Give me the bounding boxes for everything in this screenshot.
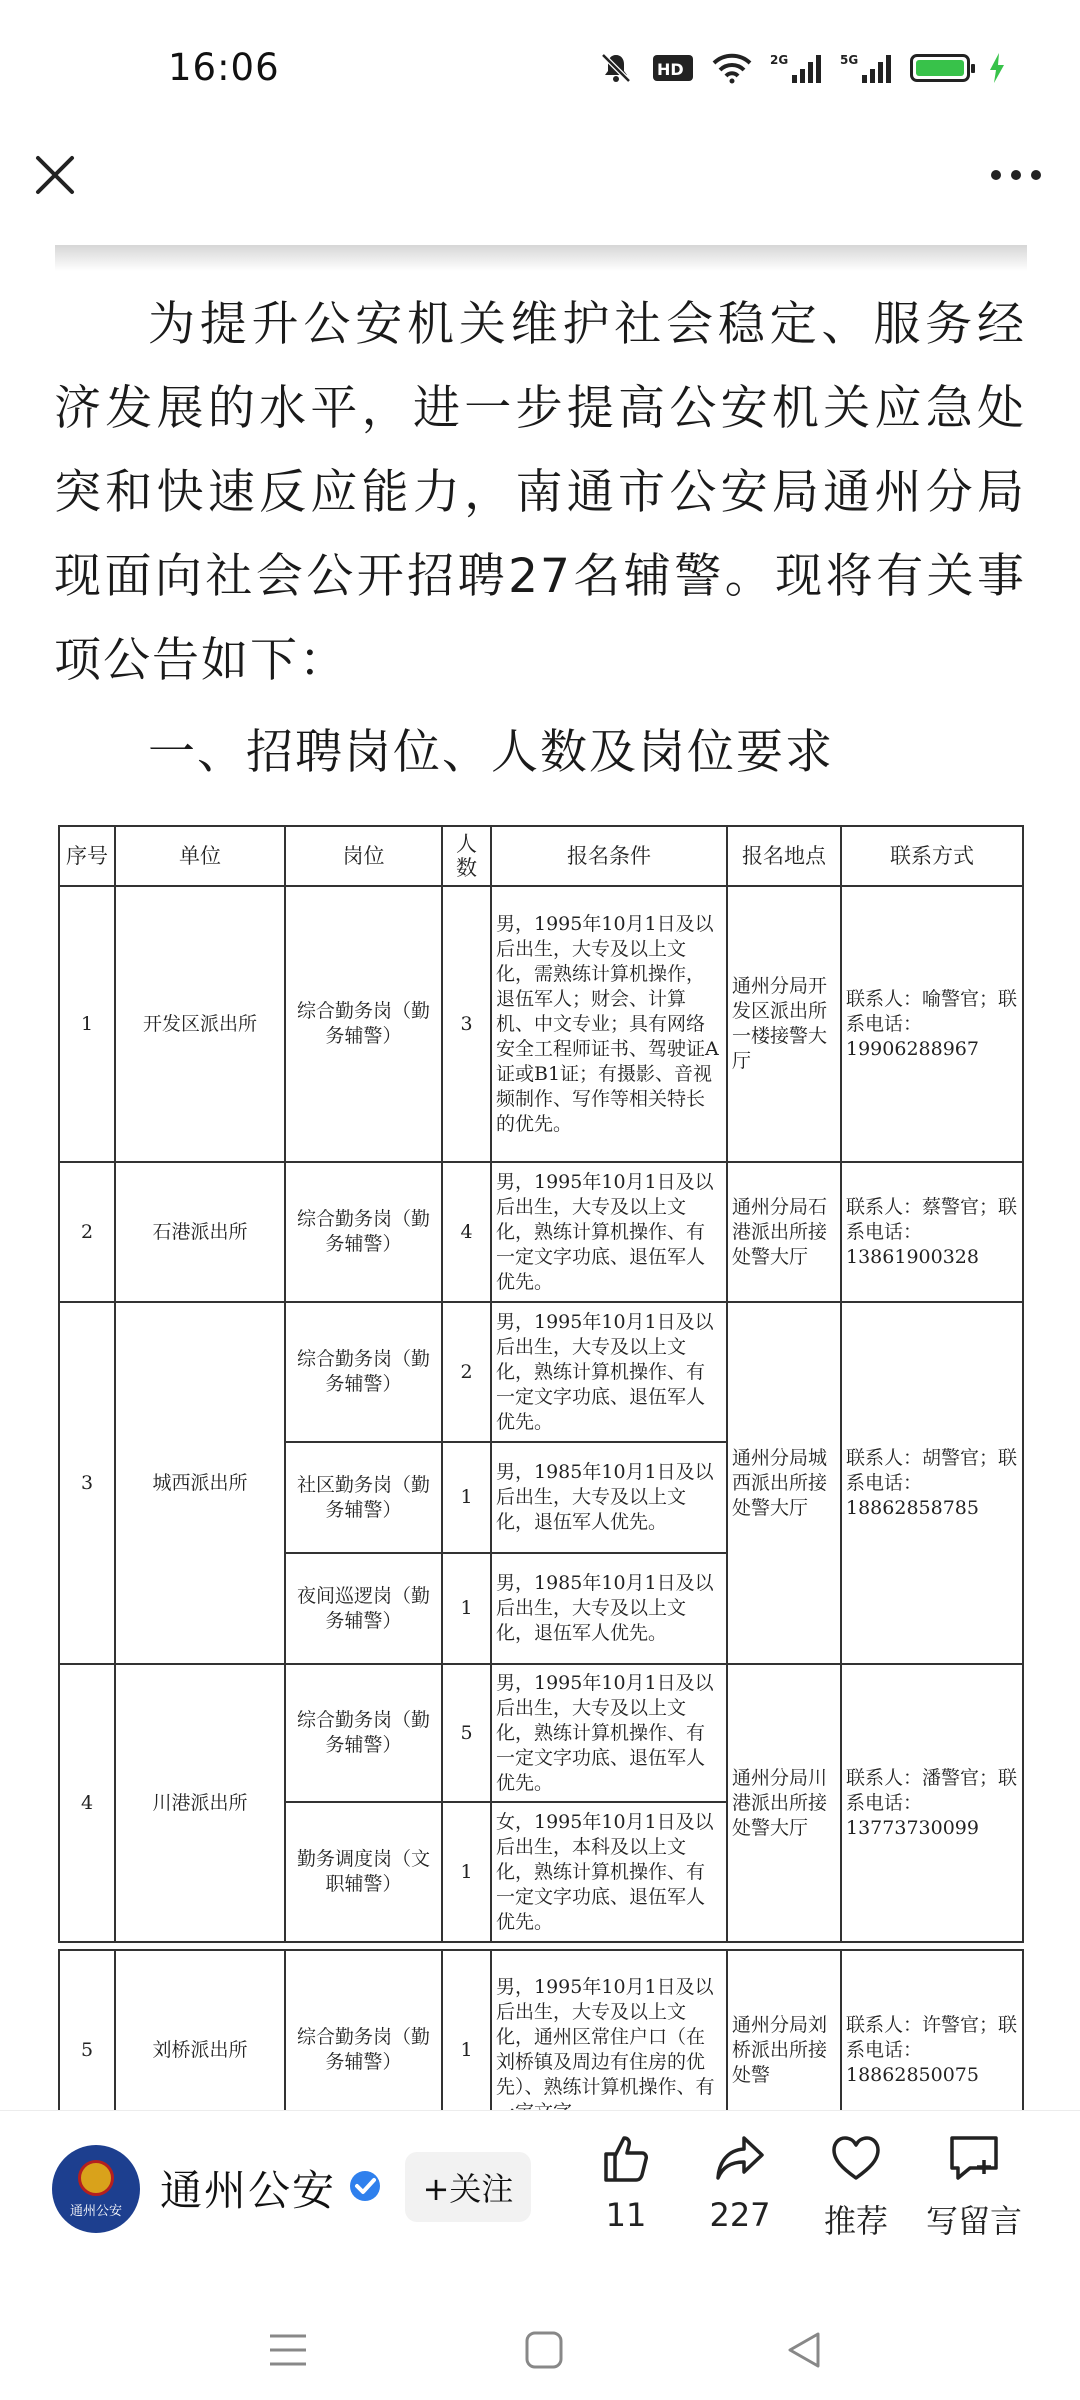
row-post: 综合勤务岗（勤务辅警） [285,1302,442,1442]
row-conditions: 男，1995年10月1日及以后出生，大专及以上文化，熟练计算机操作、有一定文字功底、退伍军人优先。 [491,1302,727,1442]
row-no: 1 [59,886,115,1162]
hd-icon [652,53,694,83]
svg-text:2G: 2G [770,53,789,67]
row-contact: 联系人：蔡警官；联系电话：13861900328 [841,1162,1023,1302]
wifi-icon [712,52,752,84]
row-post: 社区勤务岗（勤务辅警） [285,1442,442,1553]
row-unit: 川港派出所 [115,1664,285,1942]
row-count: 4 [442,1162,491,1302]
account-avatar[interactable] [52,2145,140,2233]
table-row [59,1664,1023,1802]
row-conditions: 男，1995年10月1日及以后出生，大专及以上文化，熟练计算机操作、有一定文字功底、退伍军人优先。 [491,1664,727,1802]
table-row [59,886,1023,1162]
share-count: 227 [709,2196,771,2234]
status-time: 16:06 [168,46,280,89]
header-unit: 单位 [115,826,285,886]
header-contact: 联系方式 [841,826,1023,886]
row-no: 3 [59,1302,115,1664]
home-icon[interactable] [524,2330,564,2370]
follow-button[interactable]: +关注 [405,2152,531,2222]
header-post: 岗位 [285,826,442,886]
row-conditions: 男，1995年10月1日及以后出生，大专及以上文化，通州区常住户口（在刘桥镇及周边有住房的优先）、熟练计算机操作、有 [491,1950,727,2150]
like-action[interactable] [566,2130,686,2234]
row-post: 综合勤务岗（勤务辅警） [285,1950,442,2150]
row-count: 2 [442,1302,491,1442]
status-icons [598,48,1006,88]
page-gap-cell [59,1942,1023,1950]
comment-action[interactable] [914,2130,1034,2242]
like-count: 11 [605,2196,647,2234]
mute-bell-icon [598,50,634,86]
charging-icon [988,52,1006,84]
signal-2g-icon [770,51,822,85]
row-contact: 联系人：潘警官；联系电话：13773730099 [841,1664,1023,1942]
row-no: 2 [59,1162,115,1302]
recommend-action[interactable] [796,2130,916,2242]
row-post: 综合勤务岗（勤务辅警） [285,1162,442,1302]
row-conditions: 男，1995年10月1日及以后出生，大专及以上文化，需熟练计算机操作，退伍军人；财会、计算机、中文专业；具有网络安全工程师证书、驾驶证A证或B1证；有摄影、音视频制作、写作等相关特长的优先。 [491,886,727,1162]
verified-badge-icon [348,2169,382,2203]
row-unit: 城西派出所 [115,1302,285,1664]
intro-paragraph: 为提升公安机关维护社会稳定、服务经济发展的水平，进一步提高公安机关应急处突和快速反应能力，南通市公安局通州分局现面向社会公开招聘27名辅警。现将有关事项公告如下： [54,297,1026,688]
row-conditions: 男，1985年10月1日及以后出生，大专及以上文化，退伍军人优先。 [491,1442,727,1553]
table-header-row [59,826,1023,886]
thumbs-up-icon [598,2130,654,2186]
comment-icon [946,2130,1002,2186]
battery-icon [910,54,970,82]
row-contact: 联系人：喻警官；联系电话：19906288967 [841,886,1023,1162]
article-body [0,245,1080,2110]
header-location: 报名地点 [727,826,841,886]
row-location: 通州分局刘桥派出所接处警 [727,1950,841,2150]
avatar-text: 通州公安 [69,2203,122,2219]
row-location: 通州分局城西派出所接处警大厅 [727,1302,841,1664]
recommend-label: 推荐 [823,2202,888,2240]
row-location: 通州分局石港派出所接处警大厅 [727,1162,841,1302]
more-options-icon[interactable] [986,160,1046,190]
row-contact: 联系人：许警官；联系电话：18862850075 [841,1950,1023,2150]
heart-icon [828,2130,884,2186]
signal-5g-icon [840,51,892,85]
row-conditions: 女，1995年10月1日及以后出生，本科及以上文化，熟练计算机操作、有一定文字功底、退伍军人优先。 [491,1802,727,1942]
table-row [59,1162,1023,1302]
row-unit: 开发区派出所 [115,886,285,1162]
row-post: 综合勤务岗（勤务辅警） [285,886,442,1162]
back-icon[interactable] [784,2330,824,2370]
row-conditions: 男，1995年10月1日及以后出生，大专及以上文化，熟练计算机操作、有一定文字功底、退伍军人优先。 [491,1162,727,1302]
row-contact: 联系人：胡警官；联系电话：18862858785 [841,1302,1023,1664]
row-unit: 刘桥派出所 [115,1950,285,2150]
row-count: 3 [442,886,491,1162]
header-conditions: 报名条件 [491,826,727,886]
top-nav-bar [0,120,1080,246]
system-nav-bar [0,2250,1080,2400]
share-icon [712,2130,768,2186]
table-row [59,1302,1023,1442]
row-no: 5 [59,1950,115,2150]
row-count: 1 [442,1442,491,1553]
row-count: 1 [442,1553,491,1664]
section-heading: 一、招聘岗位、人数及岗位要求 [148,725,834,780]
row-post: 综合勤务岗（勤务辅警） [285,1664,442,1802]
comment-label: 写留言 [925,2202,1022,2240]
image-shadow [55,245,1027,271]
account-name[interactable]: 通州公安 [160,2166,337,2215]
row-post: 夜间巡逻岗（勤务辅警） [285,1553,442,1664]
battery-level [916,60,964,76]
menu-icon[interactable] [268,2332,308,2368]
row-unit: 石港派出所 [115,1162,285,1302]
recruitment-table [58,825,1024,2151]
table-page-gap [59,1942,1023,1950]
row-count: 1 [442,1950,491,2150]
row-conditions: 男，1985年10月1日及以后出生，大专及以上文化，退伍军人优先。 [491,1553,727,1664]
close-icon[interactable] [30,150,80,200]
header-no: 序号 [59,826,115,886]
row-count: 5 [442,1664,491,1802]
row-count: 1 [442,1802,491,1942]
svg-text:HD: HD [657,60,684,79]
share-action[interactable] [680,2130,800,2234]
row-no: 4 [59,1664,115,1942]
row-post: 勤务调度岗（文职辅警） [285,1802,442,1942]
row-location: 通州分局川港派出所接处警大厅 [727,1664,841,1942]
row-location: 通州分局开发区派出所一楼接警大厅 [727,886,841,1162]
svg-text:5G: 5G [840,53,859,67]
status-bar [0,0,1080,120]
police-emblem-icon [78,2160,114,2196]
header-count: 人数 [442,826,491,886]
